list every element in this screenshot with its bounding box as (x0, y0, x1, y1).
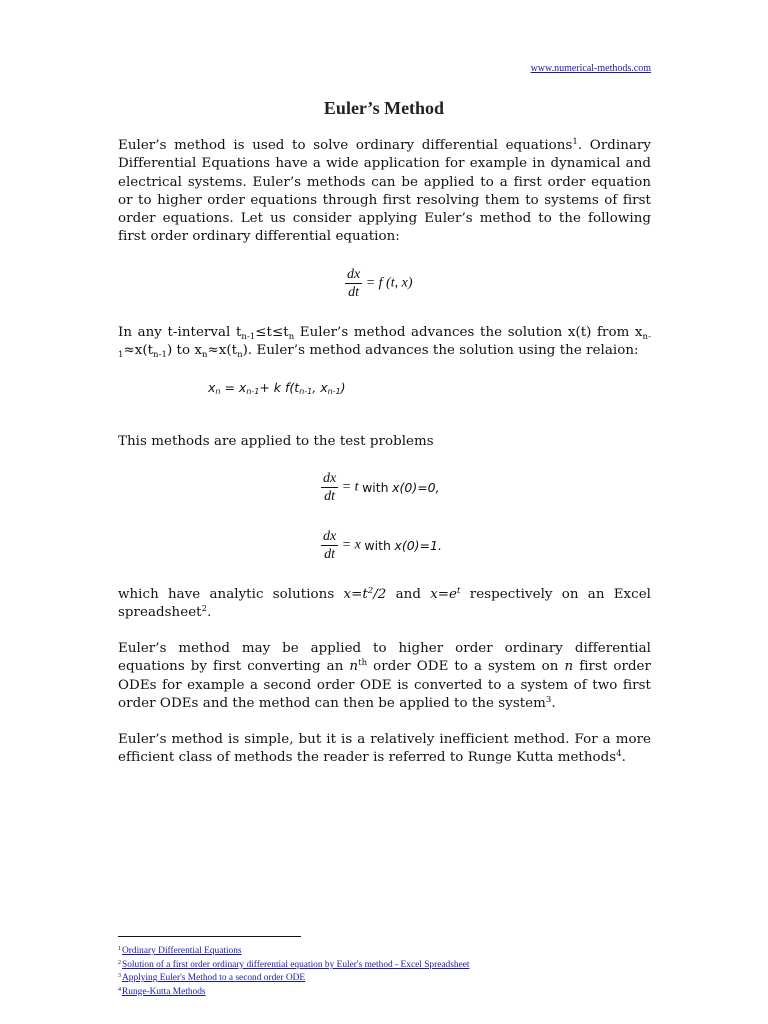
test1-rhs: = t (338, 479, 359, 495)
relation-x-sub: n-1 (327, 387, 341, 396)
footnote-3-mark: 3 (118, 973, 121, 980)
test1-condition: x(0)=0, (392, 480, 440, 495)
analytic-solution-1: x=t (343, 587, 368, 602)
footnote-ref-1[interactable]: 1 (572, 137, 578, 147)
interval-g: ). Euler’s method advances the solution using the relaion: (242, 343, 639, 359)
interval-paragraph (118, 324, 651, 361)
footnote-3 (118, 971, 470, 985)
ode-denominator: dt (348, 285, 360, 300)
test-equation-2 (321, 528, 442, 563)
interval-a-sub: n-1 (241, 332, 256, 342)
intro-text: Euler’s method is used to solve ordinary differential equations (118, 138, 573, 153)
interval-b: ≤t≤t (255, 325, 289, 340)
footnote-divider (118, 936, 301, 937)
relation-lhs: x (208, 380, 216, 395)
footnote-2-link[interactable]: Solution of a first order ordinary differential equation by Euler's method - Excel Spreadsheet (122, 959, 470, 970)
ode-equation (345, 266, 412, 301)
test1-denominator: dt (324, 489, 336, 504)
analytic-c: respectively on an Excel spreadsheet (118, 587, 651, 621)
test-equation-1 (321, 470, 440, 505)
interval-b-sub: n (288, 332, 295, 342)
ode-fraction (345, 266, 362, 301)
page-title: Euler’s Method (323, 98, 445, 118)
higher-n: n (349, 659, 359, 675)
higher-d: . (551, 695, 556, 711)
relation-comma: , x (312, 380, 328, 395)
relation-close: ) (340, 380, 346, 395)
analytic-solution-2: x=e (430, 587, 458, 602)
test2-rhs: = x (338, 537, 361, 553)
analytic-s1-sup: 2 (367, 586, 374, 596)
analytic-d: . (207, 605, 212, 621)
test2-denominator: dt (324, 547, 336, 562)
higher-a: Euler’s method may be applied to higher order ordinary differential equations by first converting an (118, 641, 651, 675)
closing-b: . (621, 750, 626, 766)
higher-n2: n (564, 659, 574, 675)
closing-paragraph (118, 731, 651, 768)
interval-a: In any t-interval t (118, 325, 242, 340)
footnote-2 (118, 958, 470, 972)
higher-th: th (358, 658, 368, 669)
analytic-s2-sup: t (457, 586, 461, 596)
higher-b: order ODE to a system on (367, 659, 565, 675)
interval-e: ) to x (166, 343, 202, 359)
footnote-ref-3[interactable]: 3 (545, 694, 552, 705)
footnote-3-link[interactable]: Applying Euler's Method to a second order ODE (122, 973, 306, 984)
relation-eq: = x (220, 380, 247, 395)
analytic-a: which have analytic solutions (118, 587, 344, 602)
relation-plus: + k f(t (259, 380, 300, 395)
intro-paragraph (118, 137, 651, 247)
interval-c: Euler’s method advances the solution x(t) from x (294, 325, 643, 340)
test2-condition: x(0)=1. (394, 538, 442, 553)
test2-fraction (321, 528, 338, 563)
test-intro: This methods are applied to the test problems (118, 434, 434, 449)
interval-e-sub: n (202, 350, 208, 361)
interval-f-sub: n (237, 350, 243, 361)
footnote-ref-4[interactable]: 4 (616, 749, 622, 760)
analytic-s1-end: /2 (373, 587, 387, 602)
ode-numerator: dx (347, 267, 361, 282)
test1-fraction (321, 470, 338, 505)
footnote-1 (118, 944, 470, 958)
footnotes (118, 944, 470, 998)
test2-with: with (364, 538, 391, 553)
test2-numerator: dx (323, 529, 337, 544)
relation-t-sub: n-1 (299, 387, 313, 396)
footnote-4-mark: 4 (118, 986, 121, 993)
interval-d: ≈x(t (123, 343, 154, 359)
test1-numerator: dx (323, 471, 337, 486)
footnote-1-mark: 1 (118, 946, 121, 952)
interval-f: ≈x(t (207, 343, 238, 359)
footnote-4 (118, 985, 470, 999)
euler-relation (208, 380, 346, 396)
footnote-4-link[interactable]: Runge-Kutta Methods (122, 986, 206, 997)
relation-eq-sub: n-1 (246, 387, 260, 396)
footnote-2-mark: 2 (118, 959, 121, 966)
footnote-1-link[interactable]: Ordinary Differential Equations (122, 946, 242, 956)
header-url-link[interactable]: www.numerical-methods.com (530, 63, 651, 74)
interval-d-sub: n-1 (153, 350, 167, 361)
analytic-b: and (386, 587, 431, 602)
higher-c: first order ODEs for example a second order ODE is converted to a system of two first order ODEs and the method can then be applied to the system (118, 659, 651, 711)
intro-text-rest: . Ordinary Differential Equations have a wide application for example in dynamical and electrical systems. Euler’s methods can be applied to a first order equation or to higher order equations through first resolving them to systems of first order equations. Let us consider applying Euler’s method to the following first order ordinary differential equation: (118, 138, 651, 245)
analytic-paragraph (118, 586, 651, 623)
test1-with: with (362, 480, 389, 495)
interval-c-sub: n-1 (118, 332, 651, 361)
relation-lhs-sub: n (215, 387, 221, 396)
footnote-ref-2[interactable]: 2 (201, 604, 208, 615)
closing-a: Euler’s method is simple, but it is a relatively inefficient method. For a more efficient class of methods the reader is referred to Runge Kutta methods (118, 732, 651, 766)
higher-order-paragraph (118, 640, 651, 713)
ode-rhs: = f (t, x) (362, 275, 413, 291)
